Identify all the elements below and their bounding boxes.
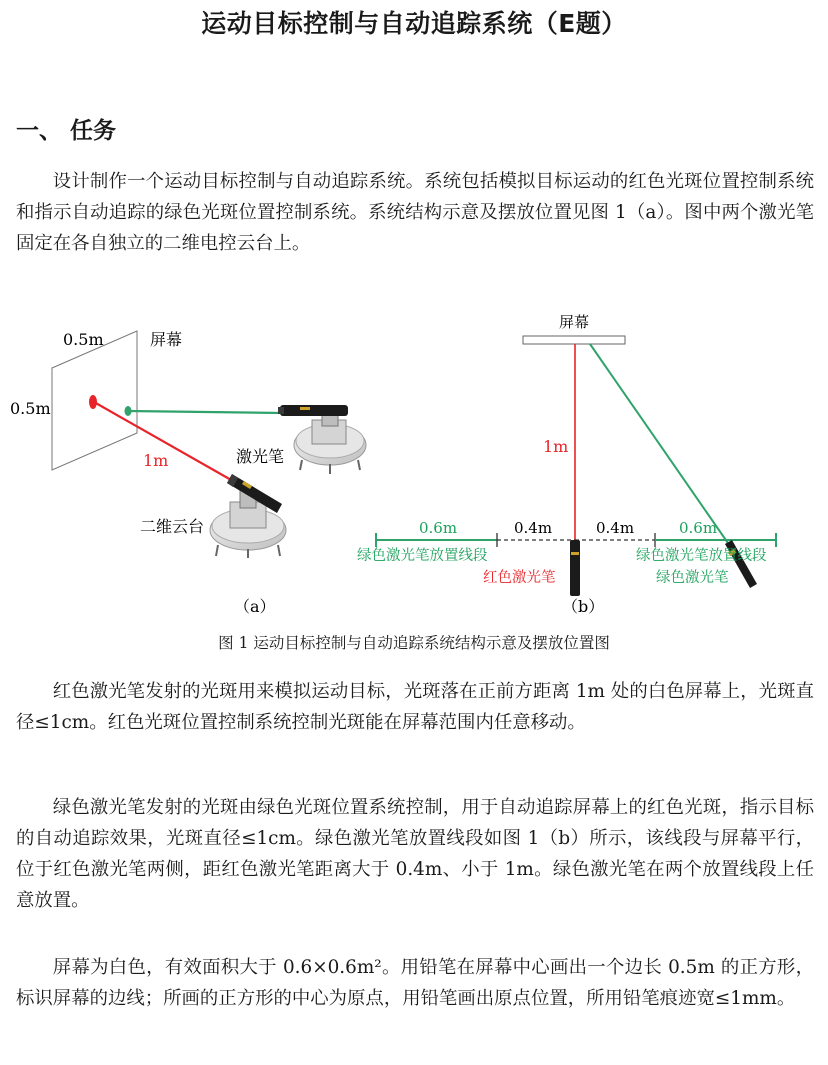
section-heading: 一、 任务	[16, 118, 117, 144]
right-gap-length: 0.4m	[596, 519, 635, 537]
paragraph-1: 设计制作一个运动目标控制与自动追踪系统。系统包括模拟目标运动的红色光斑位置控制系统和指示自动追踪的绿色光斑位置控制系统。系统结构示意及摆放位置见图 1（a）。图中两个激光笔固定在各自独立的二维电控云台上。	[16, 171, 814, 254]
green-beam	[128, 411, 282, 413]
upper-laser-pen	[278, 405, 348, 416]
figure-caption: 图 1 运动目标控制与自动追踪系统结构示意及摆放位置图	[218, 634, 610, 652]
green-beam-b	[590, 344, 730, 546]
green-laser-label: 绿色激光笔	[656, 570, 729, 586]
screen-height-label: 0.5m	[10, 399, 51, 418]
screen-label-b: 屏幕	[559, 313, 590, 331]
left-segment-label: 绿色激光笔放置线段	[357, 548, 488, 564]
screen-width-label: 0.5m	[63, 330, 104, 349]
paragraph-4: 屏幕为白色，有效面积大于 0.6×0.6m²。用铅笔在屏幕中心画出一个边长 0.5m 的正方形，标识屏幕的边线；所画的正方形的中心为原点，用铅笔画出原点位置，所用铅笔痕迹宽≤1mm。	[16, 957, 814, 1009]
distance-label-b: 1m	[543, 437, 569, 456]
screen-bar	[523, 336, 625, 344]
paragraph-2: 红色激光笔发射的光斑用来模拟运动目标，光斑落在正前方距离 1m 处的白色屏幕上，光斑直径≤1cm。红色光斑位置控制系统控制光斑能在屏幕范围内任意移动。	[16, 681, 814, 733]
green-spot	[125, 406, 132, 416]
figure-b	[357, 313, 776, 616]
document-title: 运动目标控制与自动追踪系统（E题）	[201, 9, 627, 38]
laser-label-a: 激光笔	[236, 447, 285, 466]
right-green-length: 0.6m	[679, 519, 718, 537]
figure-1	[0, 300, 828, 630]
red-spot	[89, 395, 97, 409]
right-segment-label: 绿色激光笔放置线段	[636, 548, 767, 564]
mount-label-a: 二维云台	[140, 517, 205, 536]
distance-label-a: 1m	[143, 451, 169, 470]
upper-gimbal	[294, 408, 366, 474]
red-laser-label: 红色激光笔	[483, 570, 556, 586]
screen-label-a: 屏幕	[150, 330, 183, 349]
left-green-length: 0.6m	[419, 519, 458, 537]
red-laser-pen	[570, 540, 580, 596]
left-gap-length: 0.4m	[514, 519, 553, 537]
paragraph-3: 绿色激光笔发射的光斑由绿色光斑位置系统控制，用于自动追踪屏幕上的红色光斑，指示目标的自动追踪效果，光斑直径≤1cm。绿色激光笔放置线段如图 1（b）所示，该线段与屏幕平行，位于红色激光笔两侧，距红色激光笔距离大于 0.4m、小于 1m。绿色激光笔在两个放置线段上任意放置。	[16, 797, 814, 911]
subfigure-b-label: （b）	[562, 597, 605, 616]
subfigure-a-label: （a）	[234, 597, 276, 616]
red-beam	[94, 402, 240, 485]
figure-a	[10, 330, 366, 616]
